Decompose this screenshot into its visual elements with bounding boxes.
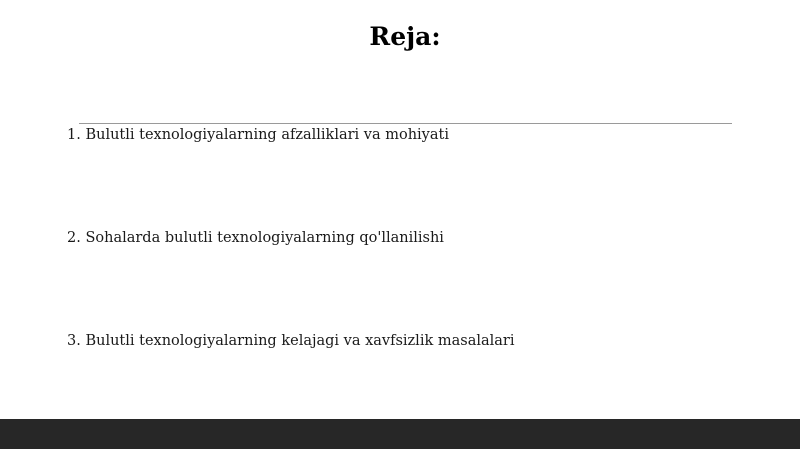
bottom-bar (0, 419, 800, 449)
plan-item: 1. Bulutli texnologiyalarning afzalliklari va mohiyati (67, 127, 449, 143)
plan-item: 2. Sohalarda bulutli texnologiyalarning qo'llanilishi (67, 230, 444, 246)
divider-line (79, 123, 732, 124)
slide-title: Reja: (369, 22, 441, 51)
plan-item: 3. Bulutli texnologiyalarning kelajagi va xavfsizlik masalalari (67, 333, 515, 349)
